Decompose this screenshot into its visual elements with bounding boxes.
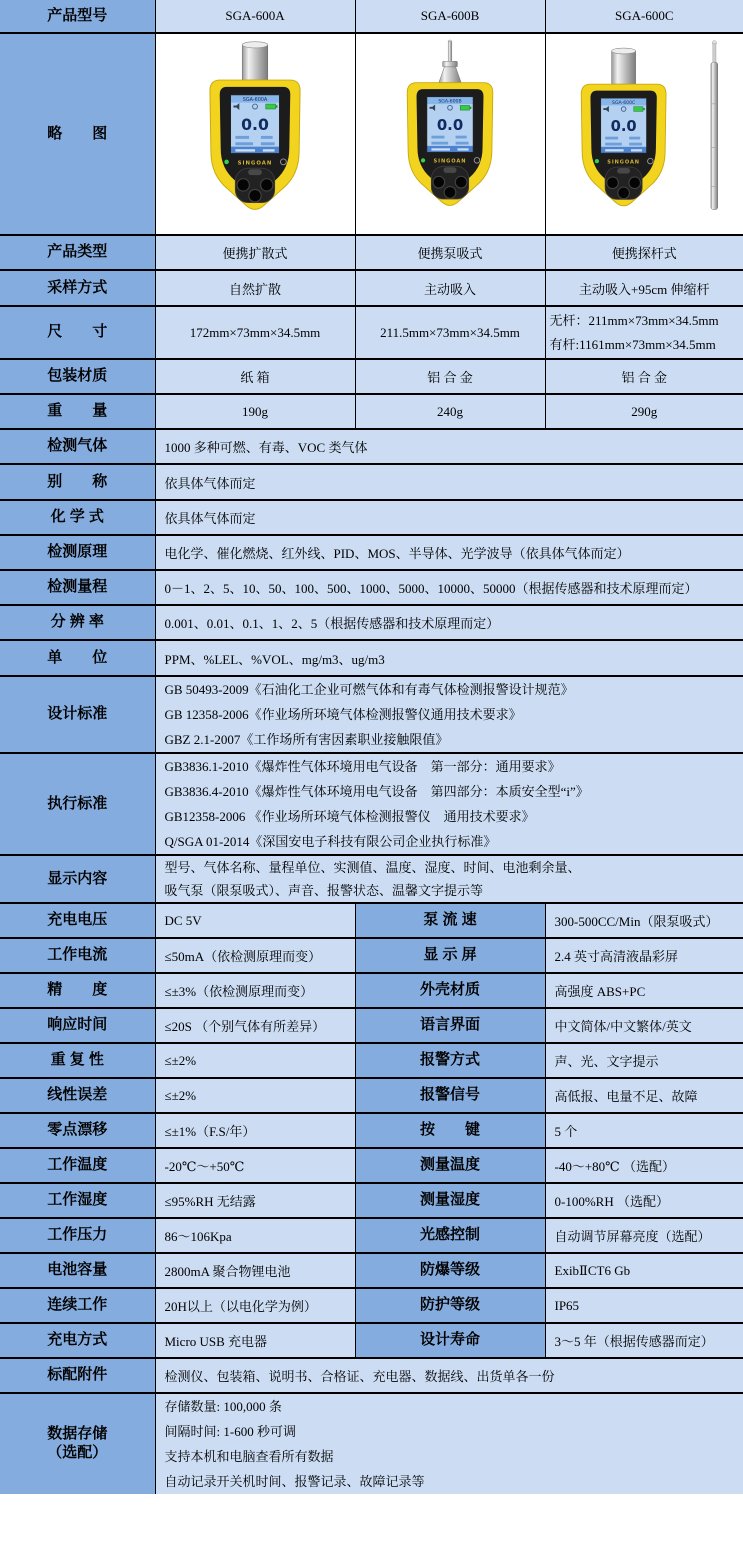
probe-collar — [443, 61, 458, 67]
row-accessories — [0, 1358, 743, 1393]
spec-label: 防爆等级 — [355, 1253, 545, 1288]
spec-value: ≤50mA（依检测原理而变） — [155, 938, 355, 973]
row-label — [0, 1393, 155, 1494]
row-chemical-formula — [0, 500, 743, 535]
status-text-line — [605, 149, 623, 151]
row-detection-principle — [0, 535, 743, 570]
row-value: 检测仪、包装箱、说明书、合格证、充电器、数据线、出货单各一份 — [155, 1358, 743, 1393]
value-b: 主动吸入 — [355, 270, 545, 306]
brand-text: SINGOAN — [433, 158, 467, 165]
spec-label: 测量温度 — [355, 1148, 545, 1183]
screen-reading: 0.0 — [436, 116, 464, 135]
spec-value: -20℃～+50℃ — [155, 1148, 355, 1183]
row-value: 0－1、2、5、10、50、100、500、1000、5000、10000、50000（根据传感器和技术原理而定） — [155, 570, 743, 605]
spec-row — [0, 1253, 743, 1288]
spec-value: ≤±2% — [155, 1078, 355, 1113]
spec-row — [0, 1218, 743, 1253]
spec-label: 工作电流 — [0, 938, 155, 973]
row-resolution — [0, 605, 743, 640]
header-label-cell: 产品型号 — [0, 0, 155, 33]
spec-value: 中文简体/中文繁体/英文 — [545, 1008, 743, 1043]
battery-nub — [276, 105, 278, 107]
standard-line: GB 50493-2009《石油化工企业可燃气体和有毒气体检测报警设计规范》 — [164, 682, 574, 697]
led-indicator — [595, 159, 599, 163]
row-product-type — [0, 235, 743, 270]
spec-row — [0, 903, 743, 938]
spec-label: 防护等级 — [355, 1288, 545, 1323]
status-text-line — [263, 149, 275, 151]
row-weight — [0, 394, 743, 429]
row-label: 单 位 — [0, 640, 155, 676]
spec-row — [0, 1113, 743, 1148]
spec-label: 报警方式 — [355, 1043, 545, 1078]
display-line: 型号、气体名称、量程单位、实测值、温度、湿度、时间、电池剩余量、 — [164, 860, 581, 875]
led-indicator — [224, 160, 229, 165]
value-c: 290g — [545, 394, 743, 429]
spec-label: 线性误差 — [0, 1078, 155, 1113]
telescopic-rod — [711, 62, 718, 209]
spec-value: 高低报、电量不足、故障 — [545, 1078, 743, 1113]
row-size — [0, 306, 743, 359]
brand-text: SINGOAN — [237, 160, 273, 167]
spec-value: 5 个 — [545, 1113, 743, 1148]
row-display-content — [0, 855, 743, 903]
screen-text-line — [629, 143, 642, 146]
right-button — [629, 177, 641, 189]
spec-value: 声、光、文字提示 — [545, 1043, 743, 1078]
device-a-cell — [155, 33, 355, 235]
spec-value: ≤±3%（依检测原理而变） — [155, 973, 355, 1008]
row-label: 别 称 — [0, 464, 155, 500]
standard-line: GB3836.1-2010《爆炸性气体环境用电气设备 第一部分：通用要求》 — [164, 759, 561, 774]
spec-row — [0, 1288, 743, 1323]
storage-line: 支持本机和电脑查看所有数据 — [164, 1449, 334, 1464]
spec-label: 充电方式 — [0, 1323, 155, 1358]
sensor-cylinder — [612, 51, 636, 84]
spec-label: 重 复 性 — [0, 1043, 155, 1078]
spec-row — [0, 1183, 743, 1218]
spec-label: 零点漂移 — [0, 1113, 155, 1148]
enter-button — [249, 189, 261, 201]
value-c: 主动吸入+95cm 伸缩杆 — [545, 270, 743, 306]
battery-nub — [470, 107, 471, 109]
screen-model-text: SGA-600C — [612, 100, 636, 106]
spec-value: ExibⅡCT6 Gb — [545, 1253, 743, 1288]
value-a: 便携扩散式 — [155, 235, 355, 270]
screen-text-line — [605, 143, 622, 146]
row-value — [155, 1393, 743, 1494]
row-detection-range — [0, 570, 743, 605]
screen-model-text: SGA-600A — [242, 96, 268, 103]
screen-text-line — [605, 137, 618, 140]
menu-button — [248, 169, 262, 175]
storage-line: 自动记录开关机时间、报警记录、故障记录等 — [164, 1474, 425, 1489]
row-value — [155, 676, 743, 753]
standard-line: Q/SGA 01-2014《深国安电子科技有限公司企业执行标准》 — [164, 834, 497, 849]
right-button — [261, 179, 273, 191]
spec-label: 精 度 — [0, 973, 155, 1008]
brand-text: SINGOAN — [607, 159, 641, 166]
device-b-cell — [355, 33, 545, 235]
screen-text-line — [261, 136, 273, 139]
storage-label-line: （选配） — [47, 1444, 108, 1461]
spec-label: 设计寿命 — [355, 1323, 545, 1358]
screen-text-line — [629, 137, 640, 140]
device-c-cell — [545, 33, 743, 235]
sensor-cylinder-top — [242, 42, 267, 48]
status-text-line — [431, 148, 450, 150]
display-line: 吸气泵（限泵吸式）、声音、报警状态、温馨文字提示等 — [164, 883, 484, 898]
standard-line: GB12358-2006 《作业场所环境气体检测报警仪 通用技术要求》 — [164, 809, 535, 824]
spec-label: 外壳材质 — [355, 973, 545, 1008]
row-label: 包装材质 — [0, 359, 155, 394]
device-image-diffusion — [157, 35, 353, 228]
probe-rod — [448, 42, 452, 62]
header-row — [0, 0, 743, 33]
spec-row — [0, 1148, 743, 1183]
screen-text-line — [235, 136, 249, 139]
spec-value: ≤±2% — [155, 1043, 355, 1078]
row-label: 设计标准 — [0, 676, 155, 753]
spec-value: IP65 — [545, 1288, 743, 1323]
value-a: 190g — [155, 394, 355, 429]
row-value: 0.001、0.01、0.1、1、2、5（根据传感器和技术原理而定） — [155, 605, 743, 640]
battery-icon — [460, 105, 469, 110]
model-a-cell: SGA-600A — [155, 0, 355, 33]
enter-button — [618, 187, 630, 199]
spec-row — [0, 1043, 743, 1078]
standard-line: GB 12358-2006《作业场所环境气体检测报警仪通用技术要求》 — [164, 707, 522, 722]
row-packaging — [0, 359, 743, 394]
spec-value: ≤95%RH 无结露 — [155, 1183, 355, 1218]
spec-value: ≤±1%（F.S/年） — [155, 1113, 355, 1148]
spec-label: 按 键 — [355, 1113, 545, 1148]
row-label: 检测原理 — [0, 535, 155, 570]
row-label: 显示内容 — [0, 855, 155, 903]
sensor-cone — [439, 67, 461, 83]
screen-reading: 0.0 — [241, 115, 269, 135]
spec-value: 3～5 年（根据传感器而定） — [545, 1323, 743, 1358]
row-data-storage — [0, 1393, 743, 1494]
row-sampling — [0, 270, 743, 306]
spec-label: 显 示 屏 — [355, 938, 545, 973]
status-text-line — [457, 148, 468, 150]
battery-nub — [644, 108, 645, 110]
spec-row — [0, 1008, 743, 1043]
row-label: 检测量程 — [0, 570, 155, 605]
storage-line: 间隔时间: 1-600 秒可调 — [164, 1424, 296, 1439]
battery-icon — [634, 107, 643, 112]
spec-value: 20H以上（以电化学为例） — [155, 1288, 355, 1323]
spec-value: 高强度 ABS+PC — [545, 973, 743, 1008]
spec-value: DC 5V — [155, 903, 355, 938]
screen-text-line — [456, 142, 469, 145]
spec-value: 2.4 英寸高清液晶彩屏 — [545, 938, 743, 973]
spec-label: 工作温度 — [0, 1148, 155, 1183]
spec-row — [0, 938, 743, 973]
row-label: 重 量 — [0, 394, 155, 429]
status-text-line — [631, 149, 642, 151]
row-label: 执行标准 — [0, 753, 155, 855]
telescopic-rod-segment-thin — [713, 44, 716, 63]
storage-label-line: 数据存储 — [47, 1425, 108, 1443]
row-detected-gas — [0, 429, 743, 464]
standard-line: GBZ 2.1-2007《工作场所有害因素职业接触限值》 — [164, 732, 449, 747]
value-c: 便携探杆式 — [545, 235, 743, 270]
screen-text-line — [431, 136, 444, 139]
row-value: 依具体气体而定 — [155, 464, 743, 500]
value-a: 172mm×73mm×34.5mm — [155, 306, 355, 359]
row-value: PPM、%LEL、%VOL、mg/m3、ug/m3 — [155, 640, 743, 676]
left-button — [607, 177, 619, 189]
spec-value: Micro USB 充电器 — [155, 1323, 355, 1358]
row-value: 1000 多种可燃、有毒、VOC 类气体 — [155, 429, 743, 464]
row-unit — [0, 640, 743, 676]
row-alias — [0, 464, 743, 500]
screen-text-line — [235, 142, 253, 145]
model-b-cell: SGA-600B — [355, 0, 545, 33]
row-label: 尺 寸 — [0, 306, 155, 359]
row-execution-standards — [0, 753, 743, 855]
spec-value: 0-100%RH （选配） — [545, 1183, 743, 1218]
row-label: 分 辨 率 — [0, 605, 155, 640]
row-label: 采样方式 — [0, 270, 155, 306]
spec-row — [0, 1323, 743, 1358]
spec-label: 语言界面 — [355, 1008, 545, 1043]
value-b: 铝 合 金 — [355, 359, 545, 394]
value-a: 自然扩散 — [155, 270, 355, 306]
device-image-pump — [357, 35, 543, 228]
spec-value: 300-500CC/Min（限泵吸式） — [545, 903, 743, 938]
spec-label: 充电电压 — [0, 903, 155, 938]
spec-row — [0, 973, 743, 1008]
screen-text-line — [431, 142, 448, 145]
row-label: 标配附件 — [0, 1358, 155, 1393]
spec-label: 光感控制 — [355, 1218, 545, 1253]
enter-button — [444, 187, 456, 199]
storage-line: 存储数量: 100,000 条 — [164, 1399, 282, 1414]
menu-button — [443, 167, 456, 173]
size-with-rod: 有杆:1161mm×73mm×34.5mm — [549, 336, 716, 352]
row-value: 依具体气体而定 — [155, 500, 743, 535]
spec-label: 电池容量 — [0, 1253, 155, 1288]
spec-label: 连续工作 — [0, 1288, 155, 1323]
sketch-row — [0, 33, 743, 235]
value-c: 铝 合 金 — [545, 359, 743, 394]
value-b: 211.5mm×73mm×34.5mm — [355, 306, 545, 359]
sensor-cylinder — [242, 45, 267, 80]
spec-value: 自动调节屏幕亮度（选配） — [545, 1218, 743, 1253]
spec-label: 泵 流 速 — [355, 903, 545, 938]
screen-text-line — [456, 136, 467, 139]
value-c — [545, 306, 743, 359]
device-image-probe-rod — [547, 35, 741, 228]
sketch-label-cell: 略 图 — [0, 33, 155, 235]
size-no-rod: 无杆：211mm×73mm×34.5mm — [549, 312, 719, 328]
left-button — [237, 179, 249, 191]
row-value — [155, 753, 743, 855]
row-design-standards — [0, 676, 743, 753]
row-value: 电化学、催化燃烧、红外线、PID、MOS、半导体、光学波导（依具体气体而定） — [155, 535, 743, 570]
menu-button — [617, 168, 630, 174]
row-label: 产品类型 — [0, 235, 155, 270]
spec-label: 工作压力 — [0, 1218, 155, 1253]
standard-line: GB3836.4-2010《爆炸性气体环境用电气设备 第四部分：本质安全型“i”》 — [164, 784, 589, 799]
row-label: 化 学 式 — [0, 500, 155, 535]
spec-label: 报警信号 — [355, 1078, 545, 1113]
row-value — [155, 855, 743, 903]
model-c-cell: SGA-600C — [545, 0, 743, 33]
spec-value: -40～+80℃ （选配） — [545, 1148, 743, 1183]
row-label: 检测气体 — [0, 429, 155, 464]
status-text-line — [235, 149, 255, 151]
value-b: 240g — [355, 394, 545, 429]
sensor-cylinder-top — [612, 48, 636, 54]
left-button — [433, 176, 445, 188]
spec-label: 测量湿度 — [355, 1183, 545, 1218]
screen-model-text: SGA-600B — [438, 99, 462, 105]
led-indicator — [421, 158, 425, 162]
value-b: 便携泵吸式 — [355, 235, 545, 270]
screen-text-line — [261, 142, 275, 145]
battery-icon — [266, 104, 276, 109]
spec-value: 2800mA 聚合物锂电池 — [155, 1253, 355, 1288]
value-a: 纸 箱 — [155, 359, 355, 394]
spec-value: 86～106Kpa — [155, 1218, 355, 1253]
spec-value: ≤20S （个别气体有所差异） — [155, 1008, 355, 1043]
spec-row — [0, 1078, 743, 1113]
device-body-group — [581, 48, 666, 206]
right-button — [455, 176, 467, 188]
spec-label: 响应时间 — [0, 1008, 155, 1043]
spec-label: 工作湿度 — [0, 1183, 155, 1218]
screen-reading: 0.0 — [610, 118, 637, 136]
